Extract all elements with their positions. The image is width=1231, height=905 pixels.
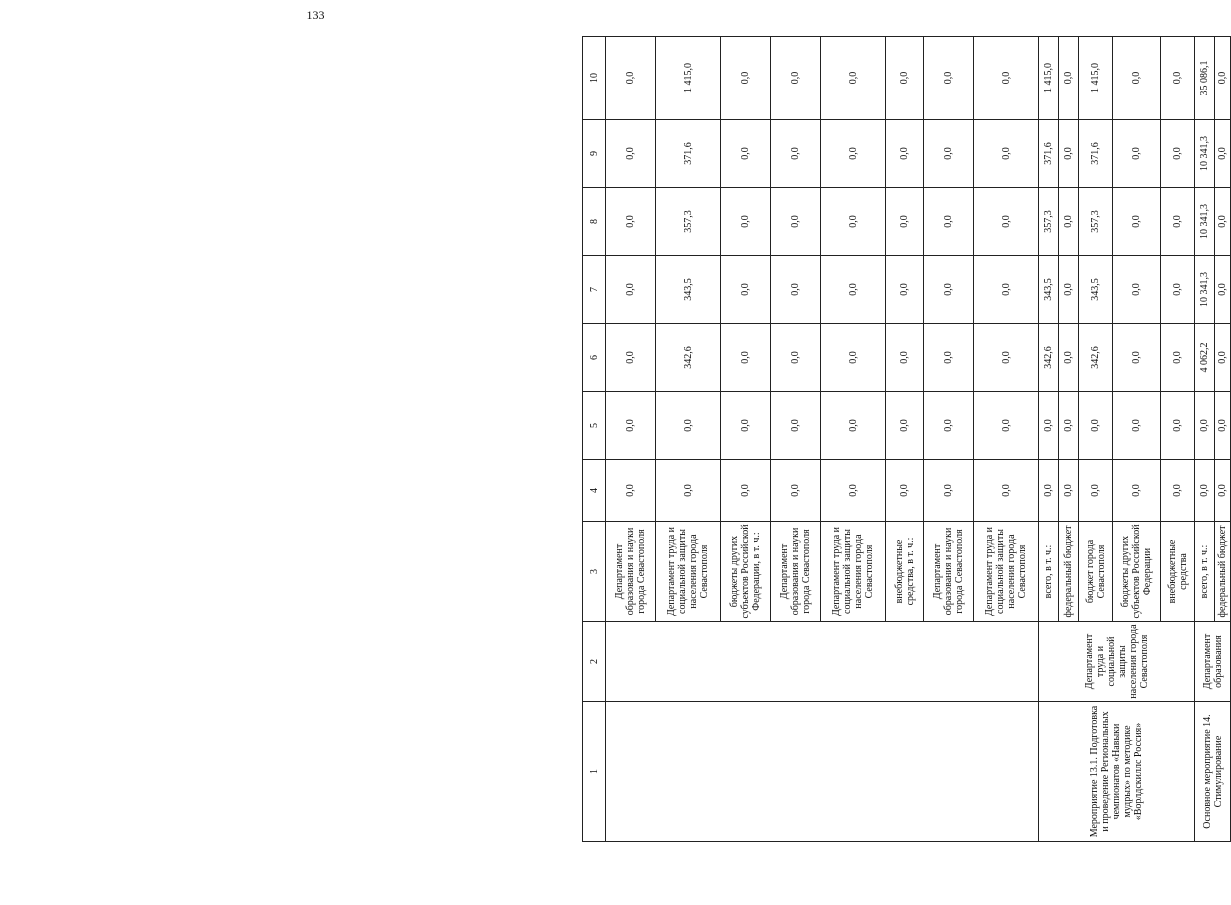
value-cell: 0,0 (924, 188, 974, 256)
funding-source-cell: внебюджетные средства, в т. ч.: (886, 522, 924, 622)
header-cell: 2 (583, 622, 606, 702)
value-cell: 0,0 (924, 37, 974, 120)
value-cell: 0,0 (1113, 256, 1161, 324)
value-cell: 0,0 (656, 460, 721, 522)
value-cell: 0,0 (1215, 188, 1231, 256)
value-cell: 0,0 (886, 120, 924, 188)
value-cell: 0,0 (886, 460, 924, 522)
value-cell: 0,0 (1161, 392, 1195, 460)
executor-cell: Департамент образования (1195, 622, 1231, 702)
value-cell: 0,0 (924, 460, 974, 522)
header-cell: 4 (583, 460, 606, 522)
page-number: 133 (306, 8, 325, 22)
value-cell: 0,0 (1059, 120, 1079, 188)
value-cell: 0,0 (606, 188, 656, 256)
value-cell: 1 415,0 (656, 37, 721, 120)
value-cell: 0,0 (721, 188, 771, 256)
value-cell: 0,0 (1161, 256, 1195, 324)
value-cell: 0,0 (1215, 37, 1231, 120)
value-cell: 0,0 (1059, 460, 1079, 522)
value-cell: 0,0 (1215, 120, 1231, 188)
value-cell: 0,0 (1059, 37, 1079, 120)
value-cell: 0,0 (1113, 460, 1161, 522)
value-cell: 0,0 (771, 324, 821, 392)
value-cell: 0,0 (1113, 324, 1161, 392)
value-cell: 0,0 (721, 256, 771, 324)
value-cell: 0,0 (721, 37, 771, 120)
table-row (1039, 37, 1059, 842)
funding-source-cell: Департамент образования и науки города Севастополя (606, 522, 656, 622)
value-cell: 0,0 (721, 324, 771, 392)
value-cell: 0,0 (1161, 37, 1195, 120)
value-cell: 0,0 (721, 120, 771, 188)
activity-cell: Основное мероприятие 14. Стимулирование (1195, 702, 1231, 842)
value-cell: 0,0 (1215, 324, 1231, 392)
value-cell: 0,0 (974, 392, 1039, 460)
value-cell: 0,0 (886, 37, 924, 120)
value-cell: 0,0 (1161, 324, 1195, 392)
value-cell: 0,0 (1195, 460, 1215, 522)
header-cell: 10 (583, 37, 606, 120)
value-cell: 0,0 (1113, 37, 1161, 120)
activity-cell (606, 702, 1039, 842)
value-cell: 0,0 (1059, 188, 1079, 256)
table-row (1195, 37, 1215, 842)
value-cell: 0,0 (974, 256, 1039, 324)
activity-cell: Мероприятие 13.1. Подготовка и проведение Региональных чемпионатов «Навыки мудрых» по методике «Ворлдскиллс Россия» (1039, 702, 1195, 842)
value-cell: 0,0 (1161, 188, 1195, 256)
value-cell: 0,0 (924, 392, 974, 460)
value-cell: 0,0 (1161, 460, 1195, 522)
value-cell: 0,0 (1113, 188, 1161, 256)
value-cell: 342,6 (1079, 324, 1113, 392)
value-cell: 0,0 (974, 37, 1039, 120)
header-cell: 9 (583, 120, 606, 188)
funding-source-cell: Департамент труда и социальной защиты населения города Севастополя (974, 522, 1039, 622)
value-cell: 0,0 (821, 392, 886, 460)
value-cell: 10 341,3 (1195, 120, 1215, 188)
header-cell: 3 (583, 522, 606, 622)
value-cell: 0,0 (721, 460, 771, 522)
value-cell: 0,0 (821, 256, 886, 324)
value-cell: 0,0 (771, 188, 821, 256)
value-cell: 0,0 (606, 256, 656, 324)
executor-cell (606, 622, 1039, 702)
value-cell: 0,0 (606, 460, 656, 522)
value-cell: 0,0 (821, 324, 886, 392)
header-cell: 1 (583, 702, 606, 842)
value-cell: 371,6 (1039, 120, 1059, 188)
funding-source-cell: бюджет города Севастополя (1079, 522, 1113, 622)
value-cell: 0,0 (1059, 256, 1079, 324)
value-cell: 0,0 (974, 460, 1039, 522)
value-cell: 342,6 (656, 324, 721, 392)
funding-source-cell: бюджеты других субъектов Российской Федерации (1113, 522, 1161, 622)
value-cell: 0,0 (924, 324, 974, 392)
value-cell: 0,0 (924, 256, 974, 324)
value-cell: 0,0 (771, 392, 821, 460)
value-cell: 0,0 (606, 392, 656, 460)
value-cell: 0,0 (1039, 460, 1059, 522)
value-cell: 0,0 (886, 256, 924, 324)
value-cell: 0,0 (771, 120, 821, 188)
value-cell: 0,0 (1113, 120, 1161, 188)
value-cell: 0,0 (771, 460, 821, 522)
value-cell: 10 341,3 (1195, 188, 1215, 256)
funding-source-cell: Департамент труда и социальной защиты населения города Севастополя (656, 522, 721, 622)
value-cell: 357,3 (1039, 188, 1059, 256)
funding-source-cell: Департамент образования и науки города Севастополя (924, 522, 974, 622)
value-cell: 0,0 (821, 188, 886, 256)
value-cell: 0,0 (1059, 392, 1079, 460)
value-cell: 0,0 (1079, 392, 1113, 460)
header-cell: 5 (583, 392, 606, 460)
value-cell: 1 415,0 (1039, 37, 1059, 120)
value-cell: 0,0 (1195, 392, 1215, 460)
value-cell: 0,0 (974, 188, 1039, 256)
value-cell: 0,0 (1059, 324, 1079, 392)
value-cell: 4 062,2 (1195, 324, 1215, 392)
value-cell: 0,0 (1215, 460, 1231, 522)
value-cell: 0,0 (886, 392, 924, 460)
value-cell: 371,6 (1079, 120, 1113, 188)
header-row (583, 37, 606, 842)
value-cell: 0,0 (1215, 392, 1231, 460)
funding-source-cell: федеральный бюджет (1215, 522, 1231, 622)
value-cell: 1 415,0 (1079, 37, 1113, 120)
value-cell: 343,5 (656, 256, 721, 324)
value-cell: 10 341,3 (1195, 256, 1215, 324)
value-cell: 357,3 (656, 188, 721, 256)
rotated-table-container (582, 37, 1228, 842)
value-cell: 0,0 (974, 324, 1039, 392)
value-cell: 0,0 (656, 392, 721, 460)
funding-source-cell: бюджеты других субъектов Российской Федерации, в т. ч.: (721, 522, 771, 622)
value-cell: 357,3 (1079, 188, 1113, 256)
value-cell: 0,0 (1079, 460, 1113, 522)
value-cell: 0,0 (1113, 392, 1161, 460)
value-cell: 0,0 (1215, 256, 1231, 324)
value-cell: 0,0 (1039, 392, 1059, 460)
value-cell: 0,0 (821, 460, 886, 522)
value-cell: 0,0 (771, 37, 821, 120)
value-cell: 0,0 (606, 324, 656, 392)
table-row (606, 37, 656, 842)
value-cell: 35 086,1 (1195, 37, 1215, 120)
value-cell: 371,6 (656, 120, 721, 188)
value-cell: 0,0 (606, 37, 656, 120)
funding-source-cell: федеральный бюджет (1059, 522, 1079, 622)
budget-table (582, 36, 1231, 842)
value-cell: 0,0 (924, 120, 974, 188)
funding-source-cell: всего, в т. ч.: (1195, 522, 1215, 622)
value-cell: 0,0 (721, 392, 771, 460)
value-cell: 342,6 (1039, 324, 1059, 392)
value-cell: 0,0 (886, 324, 924, 392)
value-cell: 0,0 (886, 188, 924, 256)
executor-cell: Департамент труда и социальной защиты населения города Севастополя (1039, 622, 1195, 702)
value-cell: 0,0 (974, 120, 1039, 188)
value-cell: 0,0 (821, 37, 886, 120)
value-cell: 343,5 (1039, 256, 1059, 324)
header-cell: 8 (583, 188, 606, 256)
funding-source-cell: всего, в т. ч.: (1039, 522, 1059, 622)
value-cell: 0,0 (771, 256, 821, 324)
value-cell: 0,0 (821, 120, 886, 188)
header-cell: 6 (583, 324, 606, 392)
funding-source-cell: Департамент труда и социальной защиты населения города Севастополя (821, 522, 886, 622)
funding-source-cell: внебюджетные средства (1161, 522, 1195, 622)
value-cell: 343,5 (1079, 256, 1113, 324)
funding-source-cell: Департамент образования и науки города Севастополя (771, 522, 821, 622)
value-cell: 0,0 (606, 120, 656, 188)
header-cell: 7 (583, 256, 606, 324)
value-cell: 0,0 (1161, 120, 1195, 188)
